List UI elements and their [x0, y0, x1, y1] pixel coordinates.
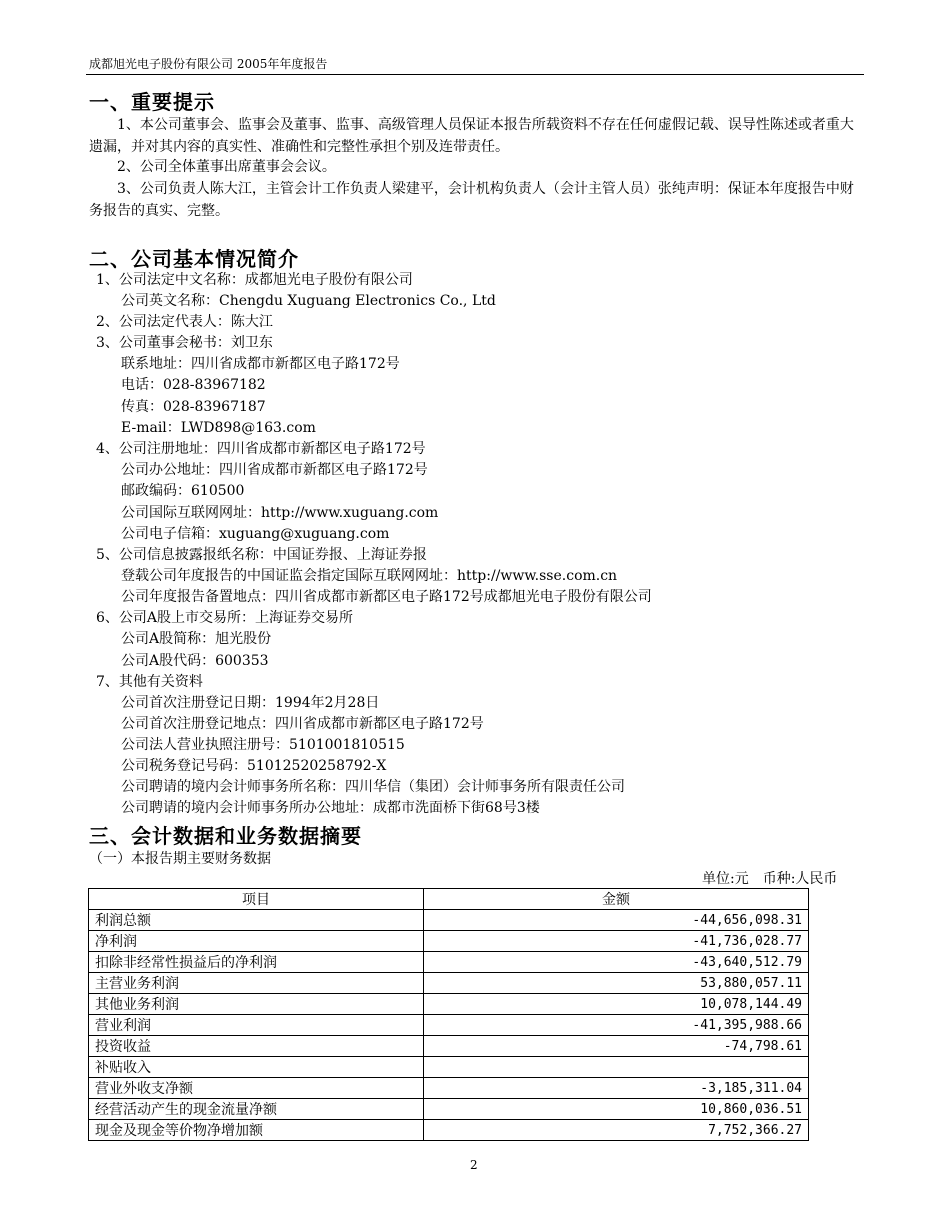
info-line: 公司法人营业执照注册号：5101001810515: [121, 737, 405, 753]
section1-para-1: 1、本公司董事会、监事会及董事、监事、高级管理人员保证本报告所载资料不存在任何虚假记载、误导性陈述或者重大遗漏，并对其内容的真实性、准确性和完整性承担个别及连带责任。: [89, 117, 854, 155]
info-line: 6、公司A股上市交易所：上海证券交易所: [96, 610, 354, 626]
info-line: 3、公司董事会秘书：刘卫东: [96, 335, 273, 351]
row-amount: [424, 1057, 809, 1078]
table-row: [89, 994, 809, 1015]
table-row: [89, 1015, 809, 1036]
row-label: 净利润: [89, 931, 424, 952]
info-line: 公司年度报告备置地点：四川省成都市新都区电子路172号成都旭光电子股份有限公司: [121, 589, 652, 605]
row-amount: 10,860,036.51: [424, 1099, 809, 1120]
financial-data-table: [88, 888, 809, 1141]
row-amount: -41,736,028.77: [424, 931, 809, 952]
row-amount: -43,640,512.79: [424, 952, 809, 973]
section3-title: 三、会计数据和业务数据摘要: [89, 824, 362, 848]
row-label: 现金及现金等价物净增加额: [89, 1120, 424, 1141]
info-line: 邮政编码：610500: [121, 483, 245, 499]
row-amount: -41,395,988.66: [424, 1015, 809, 1036]
table-row: [89, 910, 809, 931]
column-header-item: 项目: [89, 889, 424, 910]
info-line: 公司电子信箱：xuguang@xuguang.com: [121, 526, 390, 542]
info-line: 4、公司注册地址：四川省成都市新都区电子路172号: [96, 441, 426, 457]
section1-title: 一、重要提示: [89, 90, 215, 114]
row-label: 经营活动产生的现金流量净额: [89, 1099, 424, 1120]
info-line: 公司办公地址：四川省成都市新都区电子路172号: [121, 462, 428, 478]
info-line: 2、公司法定代表人：陈大江: [96, 314, 273, 330]
row-amount: -44,656,098.31: [424, 910, 809, 931]
info-line: 电话：028-83967182: [121, 377, 266, 393]
row-amount: -3,185,311.04: [424, 1078, 809, 1099]
info-line: 公司国际互联网网址：http://www.xuguang.com: [121, 505, 439, 521]
currency-unit-note: 单位:元 币种:人民币: [702, 871, 838, 887]
row-label: 补贴收入: [89, 1057, 424, 1078]
info-line: 公司首次注册登记日期：1994年2月28日: [121, 695, 380, 711]
row-label: 营业外收支净额: [89, 1078, 424, 1099]
info-line: 公司聘请的境内会计师事务所名称：四川华信（集团）会计师事务所有限责任公司: [121, 779, 625, 795]
page-number: 2: [470, 1158, 478, 1172]
info-line: 传真：028-83967187: [121, 399, 266, 415]
row-label: 扣除非经常性损益后的净利润: [89, 952, 424, 973]
info-line: E-mail：LWD898@163.com: [121, 420, 316, 436]
section2-title: 二、公司基本情况简介: [89, 247, 299, 271]
info-line: 公司A股代码：600353: [121, 653, 269, 669]
table-row: [89, 931, 809, 952]
row-label: 主营业务利润: [89, 973, 424, 994]
header-divider: [86, 74, 864, 75]
table-row: [89, 1099, 809, 1120]
table-row: [89, 973, 809, 994]
table-row: [89, 1120, 809, 1141]
table-row: [89, 1078, 809, 1099]
column-header-amount: 金额: [424, 889, 809, 910]
info-line: 公司首次注册登记地点：四川省成都市新都区电子路172号: [121, 716, 484, 732]
row-amount: 7,752,366.27: [424, 1120, 809, 1141]
info-line: 联系地址：四川省成都市新都区电子路172号: [121, 356, 400, 372]
info-line: 登载公司年度报告的中国证监会指定国际互联网网址：http://www.sse.com.cn: [121, 568, 618, 584]
info-line: 1、公司法定中文名称：成都旭光电子股份有限公司: [96, 272, 413, 288]
info-line: 公司A股简称：旭光股份: [121, 631, 272, 647]
info-line: 公司英文名称：Chengdu Xuguang Electronics Co., Ltd: [121, 293, 496, 309]
table-row: [89, 1036, 809, 1057]
info-line: 公司税务登记号码：51012520258792-X: [121, 758, 387, 774]
info-line: 公司聘请的境内会计师事务所办公地址：成都市洗面桥下街68号3楼: [121, 800, 540, 816]
row-label: 其他业务利润: [89, 994, 424, 1015]
row-amount: 53,880,057.11: [424, 973, 809, 994]
info-line: 7、其他有关资料: [96, 674, 203, 690]
row-label: 利润总额: [89, 910, 424, 931]
row-amount: -74,798.61: [424, 1036, 809, 1057]
row-label: 营业利润: [89, 1015, 424, 1036]
table-row: [89, 952, 809, 973]
table-header-row: [89, 889, 809, 910]
info-line: 5、公司信息披露报纸名称：中国证券报、上海证券报: [96, 547, 427, 563]
table-row: [89, 1057, 809, 1078]
page-header: 成都旭光电子股份有限公司 2005年年度报告: [89, 57, 328, 71]
row-label: 投资收益: [89, 1036, 424, 1057]
section1-para-2: 2、公司全体董事出席董事会会议。: [117, 159, 336, 175]
section3-subtitle: （一）本报告期主要财务数据: [89, 851, 271, 867]
section1-para-3: 3、公司负责人陈大江，主管会计工作负责人梁建平，会计机构负责人（会计主管人员）张纯声明：保证本年度报告中财务报告的真实、完整。: [89, 181, 854, 219]
row-amount: 10,078,144.49: [424, 994, 809, 1015]
